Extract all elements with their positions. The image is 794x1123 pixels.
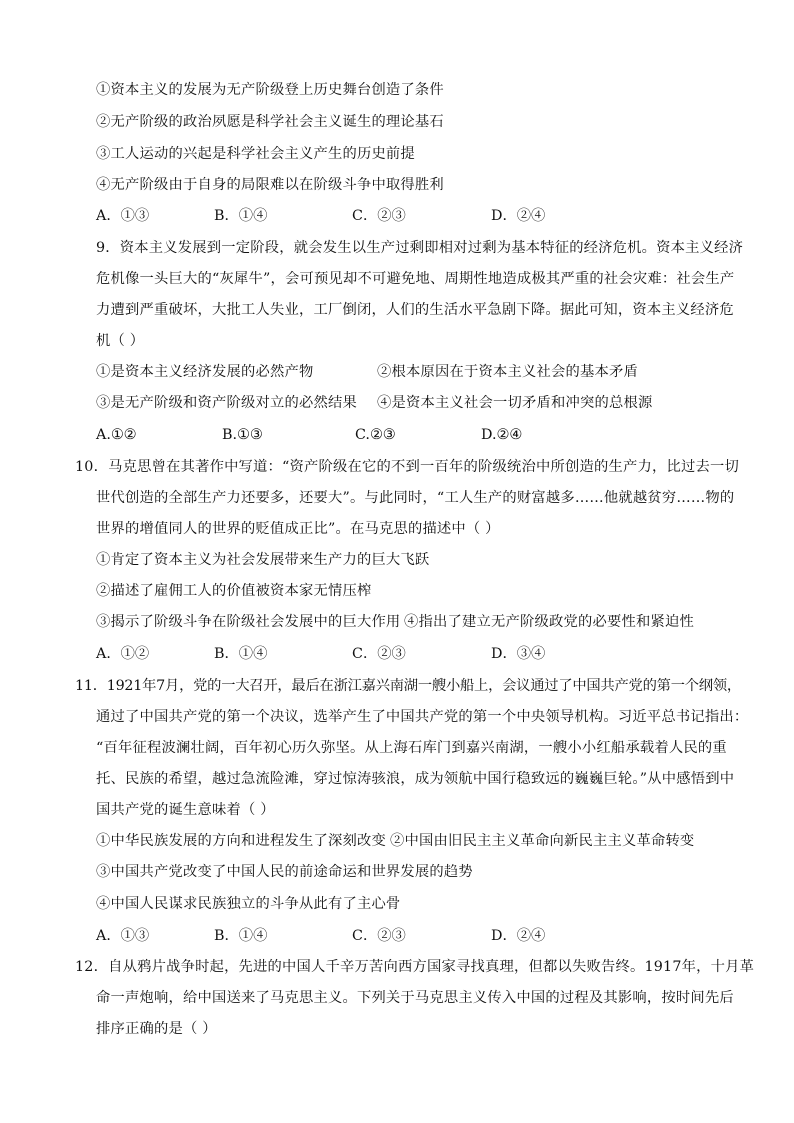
q11-statement-2: ②中国由旧民主主义革命向新民主主义革命转变 — [390, 833, 695, 849]
q8-statement-3: ③工人运动的兴起是科学社会主义产生的历史前提 — [96, 146, 415, 162]
q10-stem-line-3: 世界的增值同人的世界的贬值成正比”。在马克思的描述中（ ） — [96, 521, 500, 537]
q12-stem-line-1: 12．自从鸦片战争时起，先进的中国人千辛万苦向西方国家寻找真理，但都以失败告终。1917年，十月革 — [75, 959, 755, 975]
q12-stem-line-3: 排序正确的是（ ） — [96, 1021, 217, 1037]
q8-statement-2: ②无产阶级的政治夙愿是科学社会主义诞生的理论基石 — [96, 114, 444, 130]
q11-stem-line-2: 通过了中国共产党的第一个决议，选举产生了中国共产党的第一个中央领导机构。习近平总书记指出： — [96, 709, 749, 725]
q10-option-a: A．①② — [96, 646, 150, 662]
q10-option-d: D．③④ — [491, 646, 546, 662]
q10-option-b: B．①④ — [214, 646, 268, 662]
q11-option-d: D．②④ — [491, 928, 546, 944]
q10-statement-3: ③揭示了阶级斗争在阶级社会发展中的巨大作用 — [96, 614, 401, 630]
q11-statement-1: ①中华民族发展的方向和进程发生了深刻改变 — [96, 833, 386, 849]
q9-statement-2: ②根本原因在于资本主义社会的基本矛盾 — [377, 364, 638, 380]
q10-statement-2: ②描述了雇佣工人的价值被资本家无情压榨 — [96, 583, 372, 599]
q9-statement-1: ①是资本主义经济发展的必然产物 — [96, 364, 314, 380]
q9-option-c: C.②③ — [355, 427, 396, 443]
q11-statement-3: ③中国共产党改变了中国人民的前途命运和世界发展的趋势 — [96, 864, 473, 880]
q8-statement-1: ①资本主义的发展为无产阶级登上历史舞台创造了条件 — [96, 82, 444, 98]
q11-stem-line-5: 国共产党的诞生意味着（ ） — [96, 802, 275, 818]
q11-option-a: A．①③ — [96, 928, 150, 944]
q11-option-b: B．①④ — [214, 928, 268, 944]
q10-stem-line-1: 10．马克思曾在其著作中写道：“资产阶级在它的不到一百年的阶级统治中所创造的生产力，比过去一切 — [75, 459, 739, 475]
q11-statement-4: ④中国人民谋求民族独立的斗争从此有了主心骨 — [96, 896, 401, 912]
q9-option-b: B.①③ — [222, 427, 263, 443]
q9-option-a: A.①② — [96, 427, 137, 443]
q10-stem-line-2: 世代创造的全部生产力还要多，还要大”。与此同时，“工人生产的财富越多……他就越贫穷……物的 — [96, 490, 735, 506]
q11-stem-line-4: 托、民族的希望，越过急流险滩，穿过惊涛骇浪，成为领航中国行稳致远的巍巍巨轮。”从中感悟到中 — [96, 771, 735, 787]
q11-option-c: C．②③ — [352, 928, 406, 944]
q10-statement-4: ④指出了建立无产阶级政党的必要性和紧迫性 — [404, 614, 694, 630]
q10-statement-1: ①肯定了资本主义为社会发展带来生产力的巨大飞跃 — [96, 552, 430, 568]
q9-stem-line-1: 9．资本主义发展到一定阶段，就会发生以生产过剩即相对过剩为基本特征的经济危机。资本主义经济 — [96, 240, 744, 256]
q11-stem-line-3: “百年征程波澜壮阔，百年初心历久弥坚。从上海石库门到嘉兴南湖，一艘小小红船承载着人民的重 — [96, 740, 727, 756]
q8-statement-4: ④无产阶级由于自身的局限难以在阶级斗争中取得胜利 — [96, 177, 444, 193]
q8-option-d: D．②④ — [491, 208, 546, 224]
q12-stem-line-2: 命一声炮响，给中国送来了马克思主义。下列关于马克思主义传入中国的过程及其影响，按时间先后 — [96, 990, 734, 1006]
q9-stem-line-4: 机（ ） — [96, 333, 145, 349]
q9-stem-line-2: 危机像一头巨大的“灰犀牛”，会可预见却不可避免地、周期性地造成极其严重的社会灾难：社会生产 — [96, 271, 735, 287]
q9-statement-3: ③是无产阶级和资产阶级对立的必然结果 — [96, 395, 357, 411]
q11-stem-line-1: 11．1921年7月，党的一大召开，最后在浙江嘉兴南湖一艘小船上，会议通过了中国共产党的第一个纲领， — [75, 678, 741, 694]
q8-option-a: A．①③ — [96, 208, 150, 224]
q9-stem-line-3: 力遭到严重破坏，大批工人失业，工厂倒闭，人们的生活水平急剧下降。据此可知，资本主义经济危 — [96, 302, 734, 318]
q10-option-c: C．②③ — [352, 646, 406, 662]
q9-option-d: D.②④ — [481, 427, 523, 443]
q8-option-b: B．①④ — [214, 208, 268, 224]
q8-option-c: C．②③ — [352, 208, 406, 224]
q9-statement-4: ④是资本主义社会一切矛盾和冲突的总根源 — [377, 395, 653, 411]
